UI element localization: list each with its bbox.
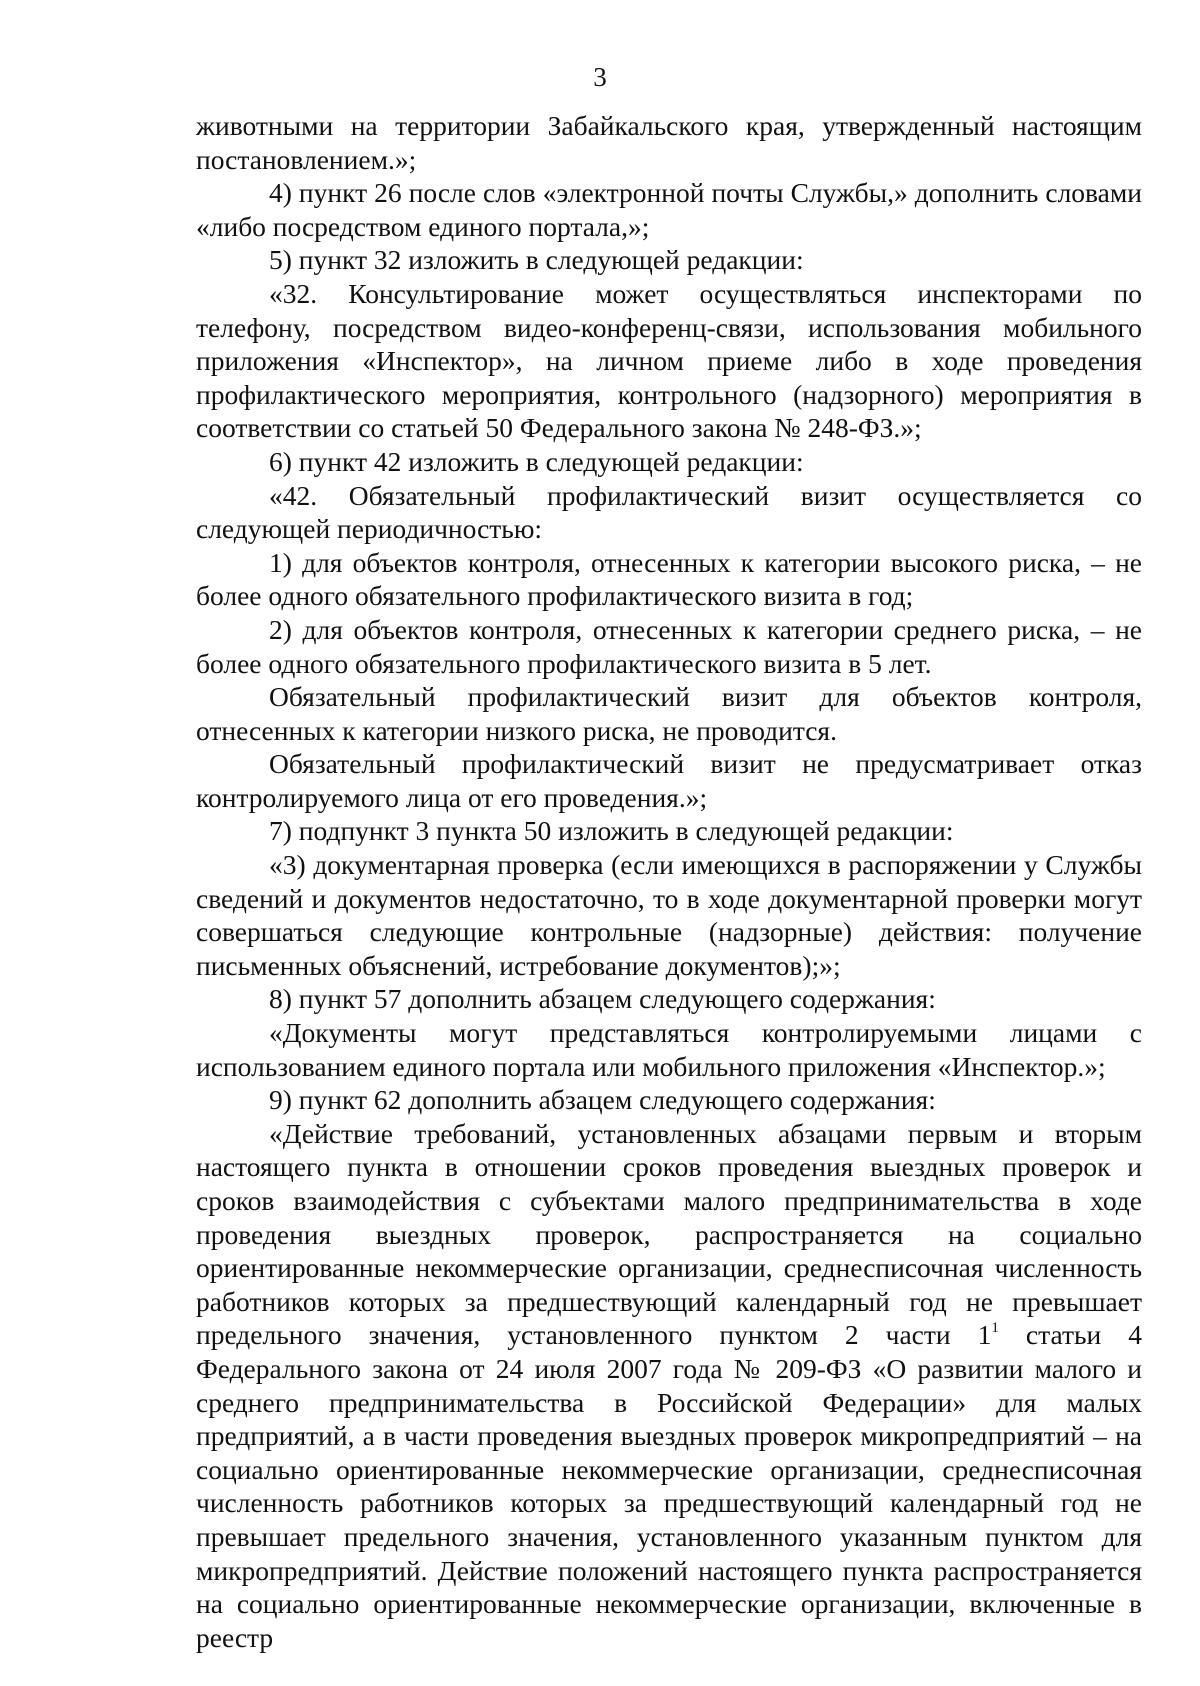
- paragraph-continuation: животными на территории Забайкальского края, утвержденный настоящим постановлением.»;: [196, 110, 1142, 175]
- paragraph-item-9: 9) пункт 62 дополнить абзацем следующего содержания:: [269, 1084, 936, 1116]
- paragraph-item-7: 7) подпункт 3 пункта 50 изложить в следующей редакции:: [269, 815, 954, 847]
- superscript-one: 1: [991, 1320, 999, 1337]
- paragraph-quote-32: «32. Консультирование может осуществляться инспекторами по телефону, посредством видео-конференц-связи, использования мобильного приложения «Инспектор», на личном приеме либо в ходе проведения профилактического мероприятия, контрольного (надзорного) мероприятия в соответствии со статьей 50 Федерального закона № 248-ФЗ.»;: [196, 277, 1142, 444]
- paragraph-item-6: 6) пункт 42 изложить в следующей редакции:: [269, 445, 804, 477]
- paragraph-quote-3: «3) документарная проверка (если имеющихся в распоряжении у Службы сведений и документов недостаточно, то в ходе документарной проверки могут совершаться следующие контрольные (надзорные) действия: получение письменных объяснений, истребование документов);»;: [196, 849, 1142, 981]
- paragraph-quote-42: «42. Обязательный профилактический визит осуществляется со следующей периодичностью:: [196, 479, 1142, 545]
- paragraph-item-4: 4) пункт 26 после слов «электронной почты Службы,» дополнить словами «либо посредством единого портала,»;: [196, 177, 1142, 242]
- paragraph-item-5: 5) пункт 32 изложить в следующей редакции:: [269, 244, 804, 276]
- requirements-text-end: статьи 4 Федерального закона от 24 июля 2007 года № 209-ФЗ «О развитии малого и среднего предпринимательства в Российской Федерации» для малых предприятий, а в части проведения выездных проверок микропредприятий – на социально ориентированные некоммерческие организации, среднесписочная численность работников которых за предшествующий календарный год не превышает предельного значения, установленного указанным пунктом для микропредприятий. Действие положений настоящего пункта распространяется на социально ориентированные некоммерческие организации, включенные в реестр: [196, 1319, 1142, 1653]
- paragraph-no-refusal: Обязательный профилактический визит не предусматривает отказ контролируемого лица от его проведения.»;: [196, 748, 1142, 813]
- paragraph-quote-documents: «Документы могут представляться контролируемыми лицами с использованием единого портала или мобильного приложения «Инспектор.»;: [196, 1017, 1142, 1082]
- paragraph-item-8: 8) пункт 57 дополнить абзацем следующего содержания:: [269, 983, 936, 1015]
- document-body: [196, 109, 1142, 1654]
- paragraph-subitem-1: 1) для объектов контроля, отнесенных к категории высокого риска, – не более одного обязательного профилактического визита в год;: [196, 546, 1142, 612]
- page-number: 3: [593, 62, 607, 92]
- paragraph-subitem-2: 2) для объектов контроля, отнесенных к категории среднего риска, – не более одного обязательного профилактического визита в 5 лет.: [196, 613, 1142, 679]
- paragraph-quote-requirements: [196, 1117, 1142, 1655]
- requirements-text-start: «Действие требований, установленных абзацами первым и вторым настоящего пункта в отношении сроков проведения выездных проверок и сроков взаимодействия с субъектами малого предпринимательства в ходе проведения выездных проверок, распространяется на социально ориентированные некоммерческие организации, среднесписочная численность работников которых за предшествующий календарный год не превышает предельного значения, установленного пунктом 2 части 1: [196, 1117, 1142, 1351]
- paragraph-low-risk: Обязательный профилактический визит для объектов контроля, отнесенных к категории низкого риска, не проводится.: [196, 681, 1142, 746]
